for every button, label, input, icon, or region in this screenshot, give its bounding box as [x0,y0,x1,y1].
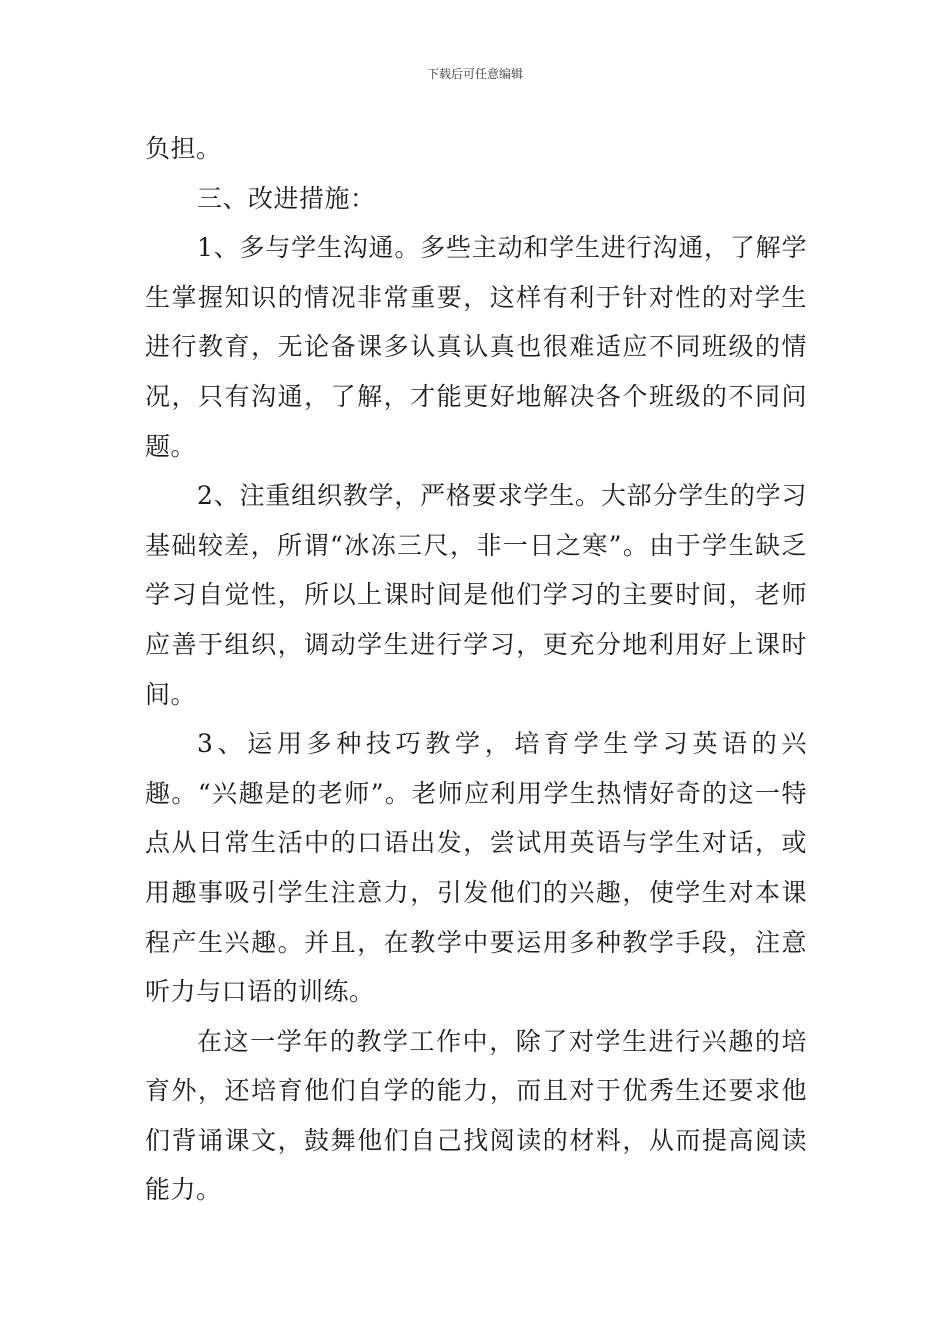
paragraph-continuation: 负担。 [145,134,222,163]
document-body [145,124,807,1215]
page-header: 下载后可任意编辑 [426,67,523,81]
paragraph-item-1: 1、多与学生沟通。多些主动和学生进行沟通，了解学生掌握知识的情况非常重要，这样有利于针对性的对学生进行教育，无论备课多认真认真也很难适应不同班级的情况，只有沟通，了解，才能更好地解决各个班级的不同问题。 [145,233,807,461]
section-heading-improvements: 三、改进措施： [197,183,376,213]
paragraph-item-3: 3、运用多种技巧教学，培育学生学习英语的兴趣。“兴趣是的老师”。老师应利用学生热情好奇的这一特点从日常生活中的口语出发，尝试用英语与学生对话，或用趣事吸引学生注意力，引发他们的兴趣，使学生对本课程产生兴趣。并且，在教学中要运用多种教学手段，注意听力与口语的训练。 [145,729,807,1007]
paragraph-conclusion: 在这一学年的教学工作中，除了对学生进行兴趣的培育外，还培育他们自学的能力，而且对于优秀生还要求他们背诵课文，鼓舞他们自己找阅读的材料，从而提高阅读能力。 [145,1026,807,1205]
paragraph-item-2: 2、注重组织教学，严格要求学生。大部分学生的学习基础较差，所谓“冰冻三尺，非一日之寒”。由于学生缺乏学习自觉性，所以上课时间是他们学习的主要时间，老师应善于组织，调动学生进行学习，更充分地利用好上课时间。 [145,481,807,709]
